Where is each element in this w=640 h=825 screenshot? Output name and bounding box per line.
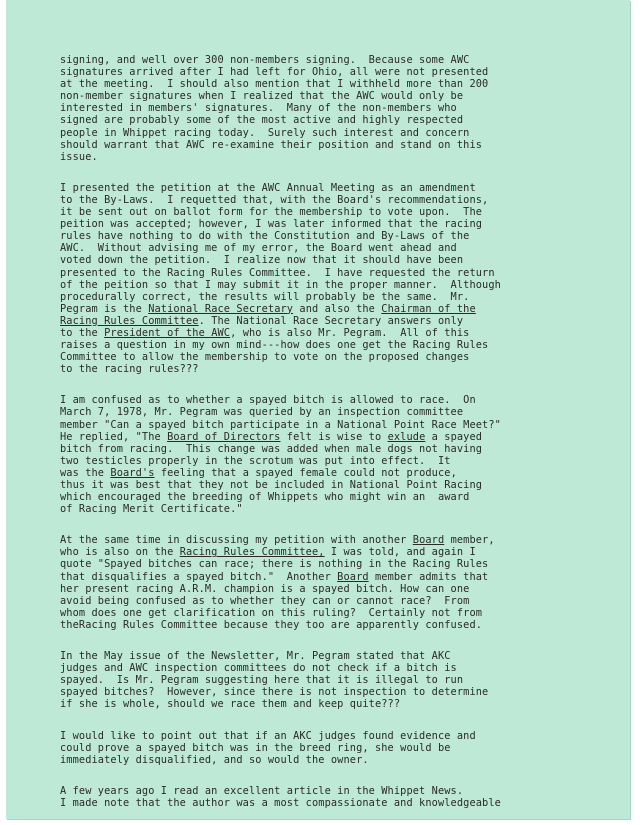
text-line: of Racing Merit Certificate." [60,503,243,516]
text-line: two testicles properly in the scrotum was put into effect. It [60,454,451,467]
text-line: at the meeting. I should also mention that I withheld more than 200 [60,78,489,91]
paragraph [60,394,590,515]
text-line: should warrant that AWC re-examine their position and stand on this [60,138,483,151]
text-line: In the May issue of the Newsletter, Mr. Pegram stated that AKC [60,650,451,663]
text-line: Committee to allow the membership to vote on the proposed changes [60,351,470,364]
text-line: signing, and well over 300 non-members signing. Because some AWC [60,54,470,66]
text-line: who is also on the Racing Rules Committee, I was told, and again I [60,546,476,559]
text-line: avoid being confused as to whether they can or cannot race? From [60,594,470,607]
text-line: I made note that the author was a most compassionate and knowledgeable [60,796,501,809]
text-line: her present racing A.R.M. champion is a spayed bitch. How can one [60,582,470,595]
paragraph [60,650,590,710]
text-line: to the racing rules??? [60,363,199,376]
paragraph [60,785,590,809]
text-line: immediately disqualified, and so would the owner. [60,753,369,766]
paragraph [60,182,590,376]
text-line: could prove a spayed bitch was in the breed ring, she would be [60,741,451,754]
typewritten-page [6,0,630,819]
text-line: I presented the petition at the AWC Annual Meeting as an amendment [60,181,476,194]
text-line: presented to the Racing Rules Committee. I have requested the return [60,266,495,279]
text-line: member "Can a spayed bitch participate in a National Point Race Meet?" [60,418,501,431]
text-line: of the peition so that I may submit it in the proper manner. Although [60,278,501,291]
text-line: bitch from racing. This change was added when male dogs not having [60,442,483,455]
text-line: March 7, 1978, Mr. Pegram was queried by an inspection committee [60,406,464,419]
text-line: theRacing Rules Committee because they too are apparently confused. [60,618,483,631]
underlined-phrase: President of the AWC [104,326,231,339]
text-line: AWC. Without advising me of my error, the Board went ahead and [60,242,457,255]
text-line: to the President of the AWC, who is also Mr. Pegram. All of this [60,326,470,339]
underlined-phrase: Racing Rules Committee [60,314,199,327]
paragraph [60,534,590,631]
text-line: Racing Rules Committee. The National Race Secretary answers only [60,314,464,327]
text-line: judges and AWC inspection committees do not check if a bitch is [60,662,457,675]
text-line: signed are probably some of the most active and highly respected [60,114,464,127]
underlined-phrase: Board [337,570,369,583]
text-line: He replied, "The Board of Directors felt is wise to exlude a spayed [60,430,483,443]
underlined-phrase: Chairman of the [381,302,476,315]
text-line: thus it was best that they not be included in National Point Racing [60,479,483,491]
underlined-phrase: exlude [387,430,426,443]
text-line: people in Whippet racing today. Surely such interest and concern [60,126,470,139]
text-line: interested in members' signatures. Many of the non-members who [60,102,457,115]
text-line: peition was accepted; however, I was later informed that the racing [60,218,483,231]
text-line: which encouraged the breeding of Whippets who might win an award [60,491,470,504]
text-line: it be sent out on ballot form for the membership to vote upon. The [60,206,483,219]
paragraph [60,730,590,766]
text-line: to the By-Laws. I requetted that, with the Board's recommendations, [60,193,489,206]
text-line: spayed. Is Mr. Pegram suggesting here that it is illegal to run [60,674,464,687]
text-line: Pegram is the National Race Secretary and also the Chairman of the [60,302,476,315]
text-line: signatures arrived after I had left for Ohio, all were not presented [60,66,489,79]
text-line: quote "Spayed bitches can race; there is nothing in the Racing Rules [60,558,489,571]
text-line: I am confused as to whether a spayed bitch is allowed to race. On [60,394,476,407]
letter-body [60,54,590,819]
text-line: was the Board's feeling that a spayed female could not produce, [60,466,457,479]
text-line: whom does one get clarification on this ruling? Certainly not from [60,606,483,619]
text-line: issue. [60,150,98,163]
underlined-phrase: Board [412,534,445,547]
paragraph [60,54,590,163]
underlined-phrase: National Race Secretary [148,302,294,315]
text-line: rules have nothing to do with the Constitution and By-Laws of the [60,230,470,243]
text-line: non-member signatures when I realized that the AWC would only be [60,90,464,103]
underlined-phrase: Board's [110,466,155,479]
text-line: if she is whole, should we race them and keep quite??? [60,698,401,711]
text-line: spayed bitches? However, since there is not inspection to determine [60,686,489,699]
text-line: voted down the petition. I realize now that it should have been [60,254,464,267]
underlined-phrase: Board of Directors [167,430,281,443]
text-line: A few years ago I read an excellent article in the Whippet News. [60,784,464,797]
text-line: procedurally correct, the results will probably be the same. Mr. [60,290,470,303]
text-line: At the same time in discussing my petition with another Board member, [60,534,495,547]
text-line: I would like to point out that if an AKC judges found evidence and [60,729,476,742]
underlined-phrase: Racing Rules Committee, [179,546,325,559]
text-line: raises a question in my own mind---how does one get the Racing Rules [60,339,489,352]
text-line: that disqualifies a spayed bitch." Another Board member admits that [60,570,489,583]
